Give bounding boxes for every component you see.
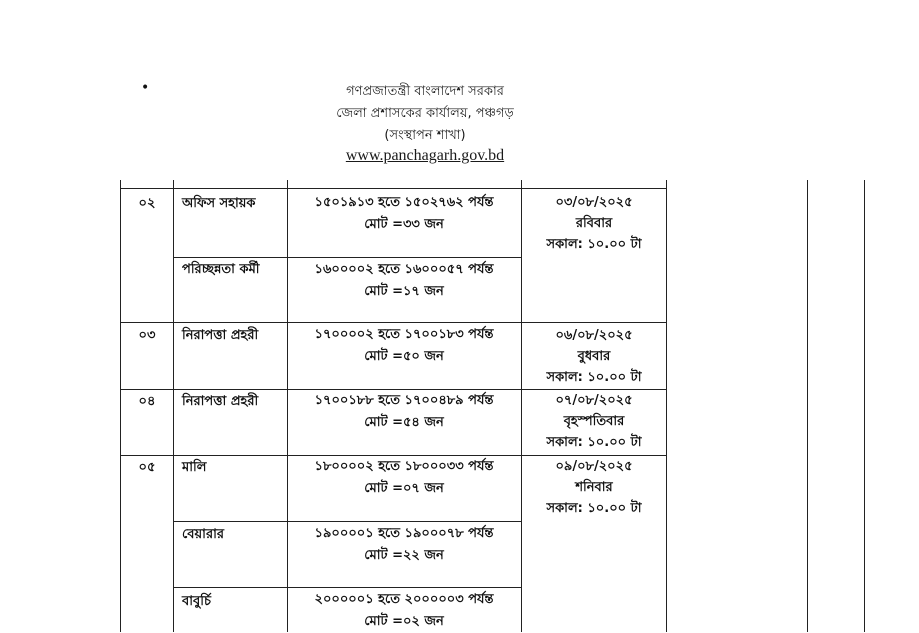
post-name: নিরাপত্তা প্রহরী: [182, 394, 259, 409]
exam-time: সকাল: ১০.০০ টা: [546, 501, 642, 516]
roll-range-text: ২০০০০০১ হতে ২০০০০০৩ পর্যন্ত: [314, 592, 494, 607]
roll-range-text: ১৭০০১৮৮ হতে ১৭০০৪৮৯ পর্যন্ত: [314, 393, 494, 408]
exam-schedule: [522, 390, 666, 453]
table-border-right: [864, 180, 865, 632]
column-divider-serial: [173, 180, 174, 632]
post-name: অফিস সহায়ক: [182, 196, 256, 211]
roll-range-text: ১৫০১৯১৩ হতে ১৫০২৭৬২ পর্যন্ত: [314, 195, 494, 210]
roll-range: [288, 523, 520, 567]
roll-range: [288, 259, 520, 303]
exam-day: রবিবার: [575, 216, 613, 231]
exam-time: সকাল: ১০.০০ টা: [546, 237, 642, 252]
roll-range-text: ১৮০০০০২ হতে ১৮০০০৩৩ পর্যন্ত: [314, 459, 494, 474]
candidate-total: মোট =২২ জন: [364, 548, 444, 563]
exam-day: বুধবার: [577, 349, 611, 364]
exam-schedule: [522, 456, 666, 519]
serial-number: ০৫: [138, 460, 156, 475]
roll-range: [288, 589, 520, 633]
table-border-left: [120, 180, 121, 632]
column-divider-remarks: [807, 180, 808, 632]
roll-range-text: ১৭০০০০২ হতে ১৭০০১৮৩ পর্যন্ত: [314, 327, 494, 342]
post-name: নিরাপত্তা প্রহরী: [182, 328, 259, 343]
website-link[interactable]: www.panchagarh.gov.bd: [345, 147, 505, 164]
exam-time: সকাল: ১০.০০ টা: [546, 370, 642, 385]
serial-number: ০২: [138, 196, 156, 211]
serial-number: ০৪: [138, 394, 156, 409]
candidate-total: মোট =৩৩ জন: [364, 217, 444, 232]
roll-range: [288, 390, 520, 434]
roll-range-text: ১৬০০০০২ হতে ১৬০০০৫৭ পর্যন্ত: [314, 262, 494, 277]
roll-range-text: ১৯০০০০১ হতে ১৯০০০৭৮ পর্যন্ত: [314, 526, 494, 541]
office-title: জেলা প্রশাসকের কার্যালয়, পঞ্চগড়: [336, 106, 514, 121]
exam-time: সকাল: ১০.০০ টা: [546, 435, 642, 450]
roll-range: [288, 456, 520, 500]
roll-range: [288, 192, 520, 236]
section-title: (সংস্থাপন শাখা): [384, 128, 466, 143]
government-title: গণপ্রজাতন্ত্রী বাংলাদেশ সরকার: [346, 84, 504, 99]
row-border: [173, 257, 521, 258]
column-divider-date: [666, 180, 667, 632]
post-name: বাবুর্চি: [182, 594, 211, 609]
row-border: [173, 521, 521, 522]
candidate-total: মোট =৫৪ জন: [364, 415, 444, 430]
roll-range: [288, 324, 520, 368]
candidate-total: মোট =৫০ জন: [364, 349, 444, 364]
bullet-mark: •: [141, 80, 150, 96]
exam-day: শনিবার: [575, 480, 613, 495]
serial-number: ০৩: [138, 328, 156, 343]
exam-date: ০৯/০৮/২০২৫: [555, 459, 633, 474]
row-border: [120, 188, 666, 189]
exam-date: ০৩/০৮/২০২৫: [555, 195, 633, 210]
row-border: [173, 587, 521, 588]
candidate-total: মোট =০৭ জন: [364, 481, 444, 496]
post-name: পরিচ্ছন্নতা কর্মী: [182, 262, 260, 277]
candidate-total: মোট =০২ জন: [364, 614, 444, 629]
exam-schedule: [522, 325, 666, 388]
exam-day: বৃহস্পতিবার: [563, 414, 625, 429]
row-border: [120, 322, 666, 323]
candidate-total: মোট =১৭ জন: [364, 284, 444, 299]
exam-date: ০৬/০৮/২০২৫: [555, 328, 633, 343]
post-name: বেয়ারার: [182, 527, 225, 542]
post-name: মালি: [182, 460, 207, 475]
exam-date: ০৭/০৮/২০২৫: [555, 393, 633, 408]
exam-schedule: [522, 192, 666, 255]
